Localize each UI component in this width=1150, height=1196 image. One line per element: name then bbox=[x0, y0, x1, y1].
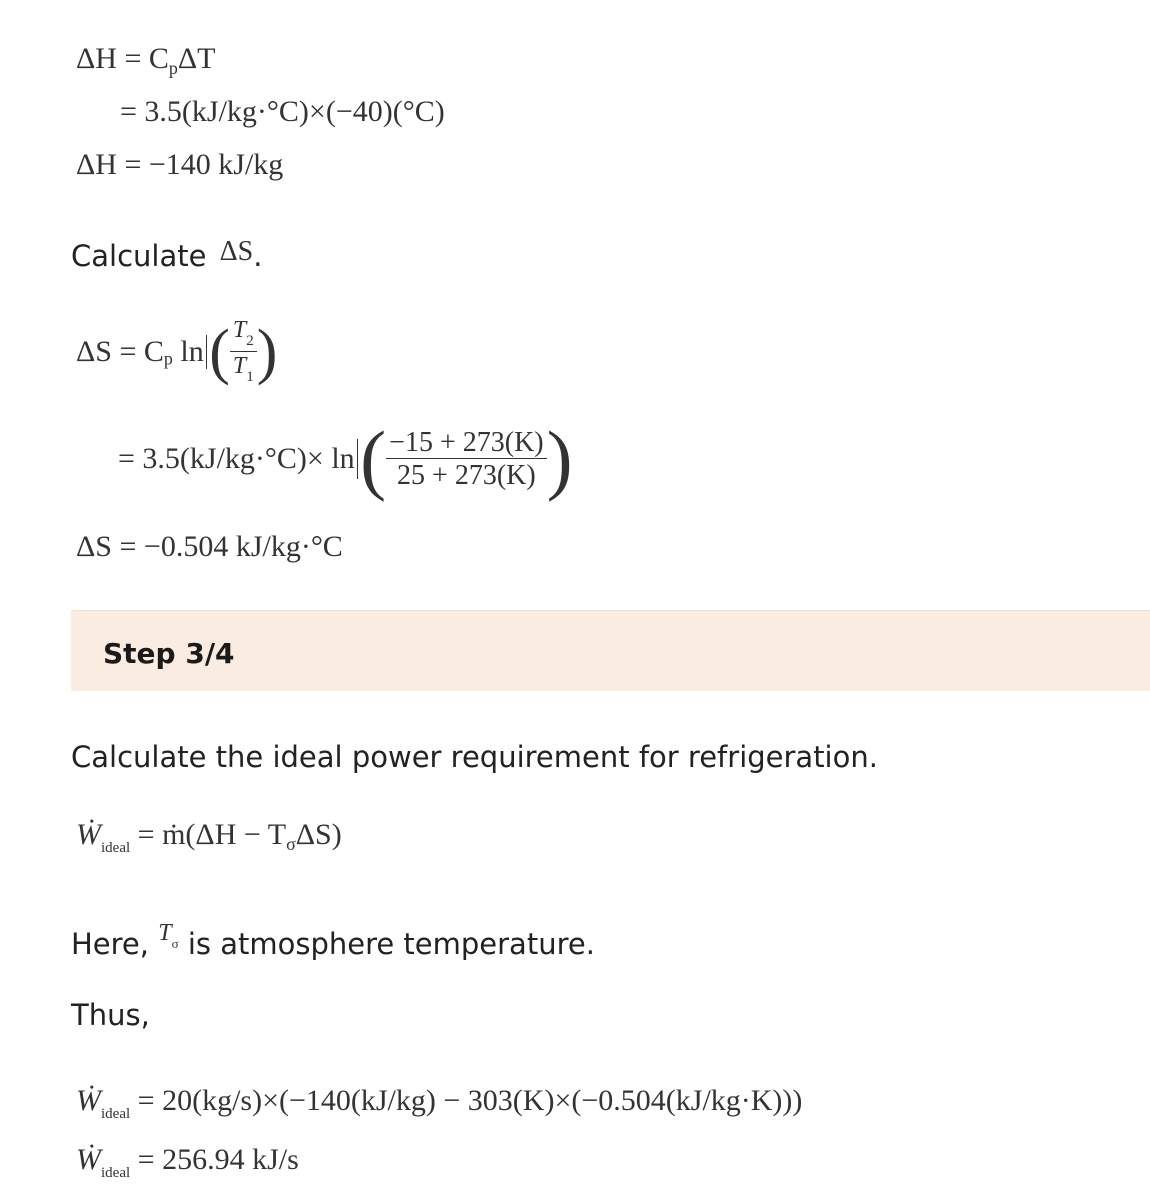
t1-symbol: T bbox=[232, 352, 247, 379]
ideal-subscript: ideal bbox=[101, 840, 131, 856]
left-paren: ( bbox=[209, 317, 230, 386]
enthalpy-formula-rhs: ΔT bbox=[177, 42, 216, 75]
ideal-subscript-2: ideal bbox=[101, 1106, 131, 1122]
entropy-result: ΔS = −0.504 kJ/kg·°C bbox=[76, 530, 343, 563]
w-dot-symbol-2: Ẇ bbox=[76, 1084, 101, 1117]
ideal-subscript-3: ideal bbox=[101, 1165, 131, 1181]
enthalpy-result: ΔH = −140 kJ/kg bbox=[76, 148, 284, 181]
left-paren-2: ( bbox=[360, 415, 387, 502]
here-description: is atmosphere temperature. bbox=[187, 927, 595, 961]
ln-operator: ln bbox=[180, 334, 204, 368]
ideal-power-substitution bbox=[76, 1086, 802, 1122]
formula-end: ΔS) bbox=[295, 818, 342, 851]
w-dot-symbol: Ẇ bbox=[76, 818, 101, 851]
t2-subscript: 2 bbox=[246, 333, 254, 349]
right-paren: ) bbox=[256, 317, 278, 386]
temperature-ratio bbox=[230, 318, 257, 386]
w-dot-symbol-3: Ẇ bbox=[76, 1143, 101, 1176]
entropy-period: . bbox=[253, 239, 263, 273]
ideal-power-result bbox=[76, 1145, 299, 1181]
here-label: Here, bbox=[71, 927, 149, 961]
ideal-power-intro: Calculate the ideal power requirement for refrigeration. bbox=[71, 740, 878, 774]
ln-bar bbox=[206, 335, 208, 369]
entropy-substitution bbox=[118, 415, 573, 502]
t-sigma-symbol: Tσ bbox=[158, 920, 179, 951]
kelvin-ratio bbox=[386, 428, 546, 491]
calculate-entropy-text bbox=[71, 236, 263, 273]
thus-text: Thus, bbox=[71, 998, 150, 1032]
sigma-subscript: σ bbox=[286, 834, 296, 854]
enthalpy-formula bbox=[76, 44, 216, 77]
enthalpy-formula-lhs: ΔH = C bbox=[76, 42, 169, 75]
entropy-symbol: ΔS bbox=[219, 236, 254, 267]
entropy-lhs: ΔS = C bbox=[76, 334, 164, 368]
entropy-cp-subscript: p bbox=[163, 348, 173, 369]
kelvin-denominator: 25 + 273(K) bbox=[397, 460, 536, 491]
entropy-substitution-lhs: = 3.5(kJ/kg·°C)× ln bbox=[118, 442, 355, 475]
result-rhs: = 256.94 kJ/s bbox=[137, 1143, 299, 1176]
cp-subscript: p bbox=[168, 58, 178, 78]
ideal-power-formula bbox=[76, 820, 342, 856]
formula-rhs: = ṁ(ΔH − T bbox=[137, 818, 287, 851]
t1-subscript: 1 bbox=[246, 368, 254, 385]
substitution-rhs: = 20(kg/s)×(−140(kJ/kg) − 303(K)×(−0.504(kJ/kg·K))) bbox=[137, 1084, 803, 1117]
step-banner bbox=[71, 610, 1150, 691]
calculate-label: Calculate bbox=[71, 239, 207, 273]
entropy-formula bbox=[76, 318, 277, 386]
right-paren-2: ) bbox=[546, 415, 573, 502]
t2-symbol: T bbox=[232, 317, 247, 343]
enthalpy-substitution: = 3.5(kJ/kg·°C)×(−40)(°C) bbox=[120, 95, 445, 128]
step-title: Step 3/4 bbox=[103, 637, 235, 670]
here-text bbox=[71, 920, 595, 964]
kelvin-numerator: −15 + 273(K) bbox=[386, 428, 546, 459]
ln-bar-2 bbox=[357, 439, 359, 479]
